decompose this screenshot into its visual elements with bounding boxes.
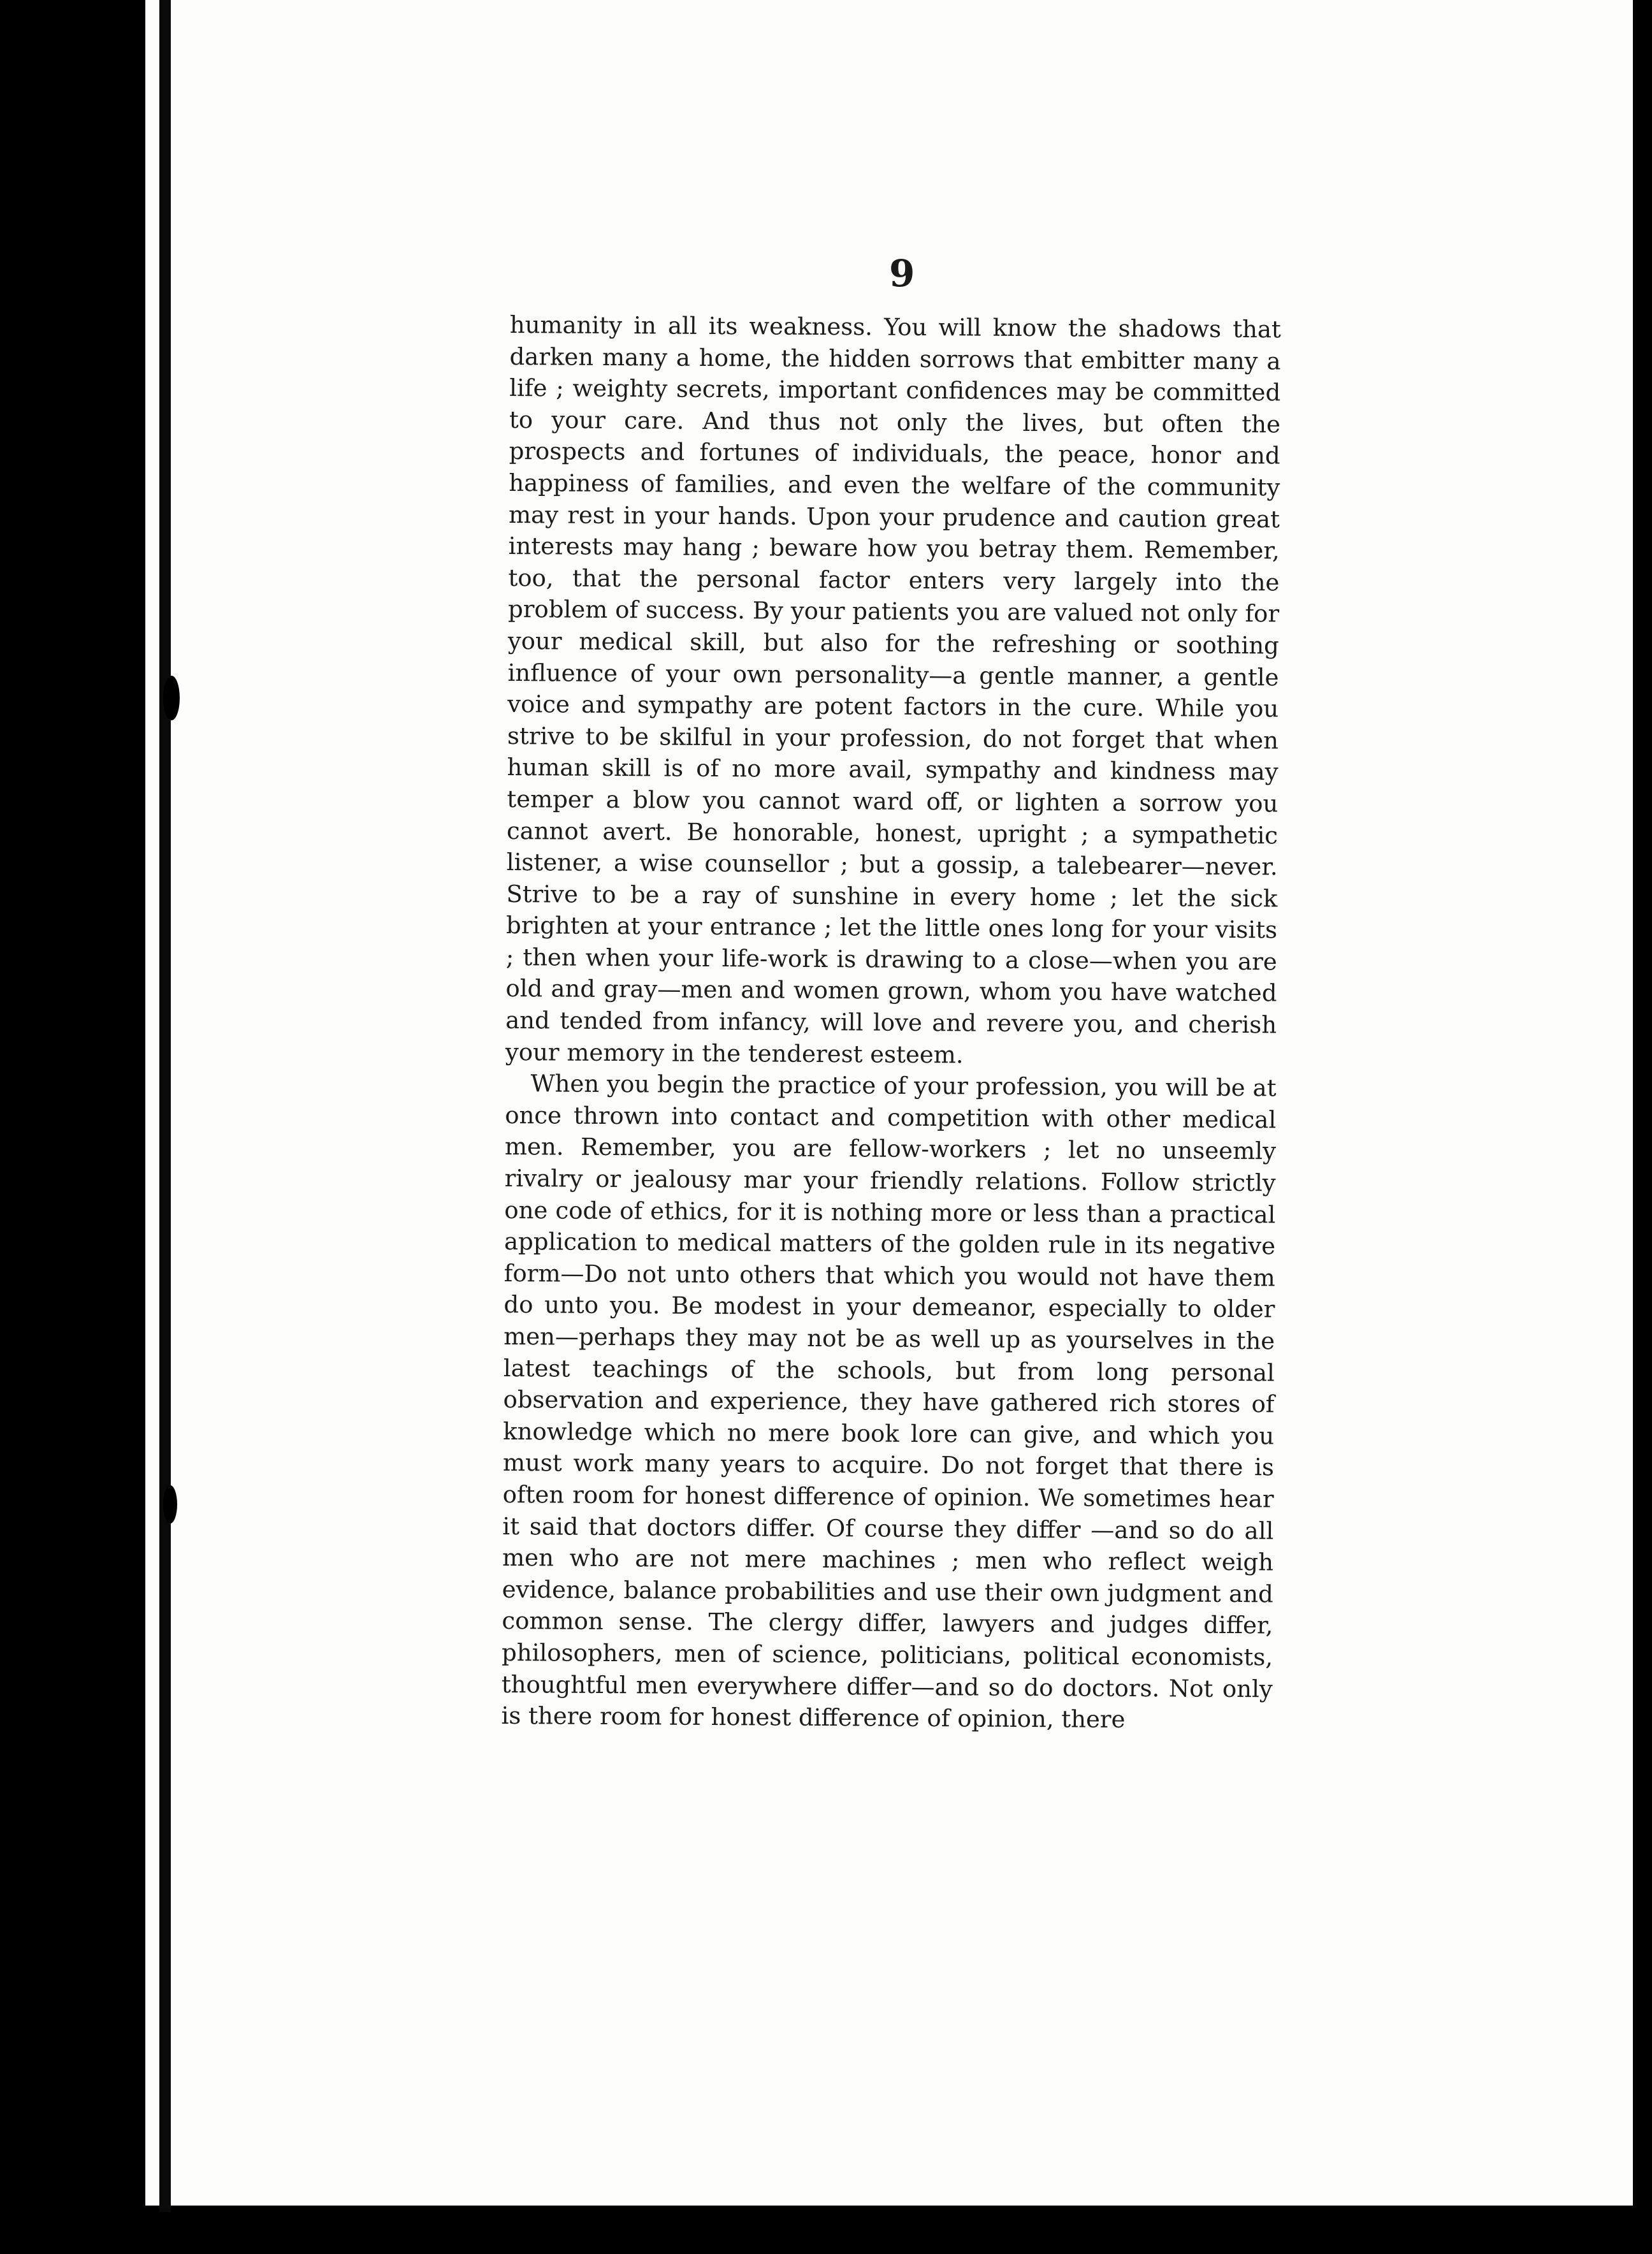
scan-border-right	[1633, 0, 1652, 2254]
body-text	[501, 309, 1281, 1736]
paragraph-2: When you begin the practice of your profession, you will be at once thrown into contact and competition with other medical men. Remember, you are fellow-workers ; let no unseemly rivalry or jealousy mar your friendly relations. Follow strictly one code of ethics, for it is nothing more or less than a practical application to medical matters of the golden rule in its negative form—Do not unto others that which you would not have them do unto you. Be modest in your demeanor, especially to older men—perhaps they may not be as well up as yourselves in the latest teachings of the schools, but from long personal observation and experience, they have gathered rich stores of knowledge which no mere book lore can give, and which you must work many years to acquire. Do not forget that there is often room for honest difference of opinion. We sometimes hear it said that doctors differ. Of course they differ —and so do all men who are not mere machines ; men who reflect weigh evidence, balance probabilities and use their own judgment and common sense. The clergy differ, lawyers and judges differ, philosophers, men of science, politicians, political economists, thoughtful men everywhere differ—and so do doctors. Not only is there room for honest difference of opinion, there	[501, 1070, 1277, 1734]
binding-spine	[159, 0, 171, 2212]
binding-mark-bottom	[163, 1485, 177, 1523]
paragraph-1: humanity in all its weakness. You will know the shadows that darken many a home, the hidden sorrows that embitter many a life ; weighty secrets, important confidences may be committed to your care. And thus not only the lives, but often the prospects and fortunes of individuals, the peace, honor and happiness of families, and even the welfare of the community may rest in your hands. Upon your prudence and caution great interests may hang ; beware how you betray them. Remember, too, that the personal factor enters very largely into the problem of success. By your patients you are valued not only for your medical skill, but also for the refreshing or soothing influence of your own personality—a gentle manner, a gentle voice and sympathy are potent factors in the cure. While you strive to be skilful in your profession, do not forget that when human skill is of no more avail, sympathy and kindness may temper a blow you cannot ward off, or lighten a sorrow you cannot avert. Be honorable, honest, upright ; a sympathetic listener, a wise counsellor ; but a gossip, a talebearer—never. Strive to be a ray of sunshine in every home ; let the sick brighten at your entrance ; let the little ones long for your visits ; then when your life-work is drawing to a close—when you are old and gray—men and women grown, whom you have watched and tended from infancy, will love and revere you, and cherish your memory in the tenderest esteem.	[505, 310, 1281, 1069]
binding-mark-top	[163, 676, 180, 720]
page-number: 9	[889, 252, 915, 295]
